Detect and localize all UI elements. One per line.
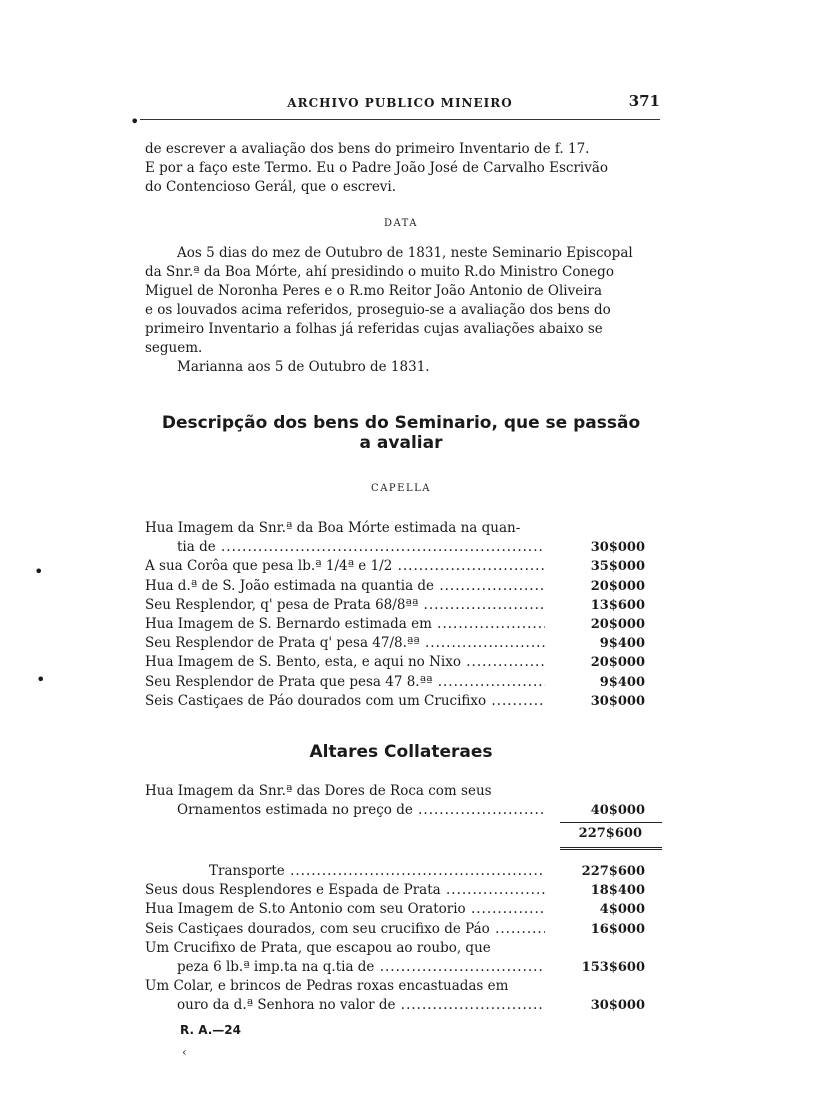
altares-item-list (145, 782, 645, 820)
page-number: 371 (628, 92, 660, 110)
item-value: 227$600 (581, 864, 645, 879)
item-description: Seu Resplendor de Prata q' pesa 47/8.ªª ..... (145, 634, 545, 653)
altares-title: Altares Collateraes (309, 742, 493, 762)
item-row (145, 577, 645, 596)
item-description: Hua Imagem de S. Bernardo estimada em ..... (145, 615, 545, 634)
intro-line: E por a faço este Termo. Eu o Padre João José de Carvalho Escrivão (145, 160, 609, 176)
item-row (145, 920, 645, 939)
section-title-line: a avaliar (359, 433, 443, 453)
intro-line: do Contencioso Gerál, que o escrevi. (145, 179, 397, 195)
item-row (145, 673, 645, 692)
item-description: Um Crucifixo de Prata, que escapou ao roubo, que (145, 939, 491, 956)
item-description: Seu Resplendor, q' pesa de Prata 68/8ªª ..... (145, 596, 545, 615)
item-description: tia de ..... (177, 538, 545, 557)
item-value: 20$000 (590, 655, 645, 671)
data-line: primeiro Inventario a folhas já referidas cujas avaliações abaixo se (145, 321, 603, 337)
item-value: 9$400 (599, 674, 645, 690)
item-value: 20$000 (590, 616, 645, 632)
item-description: Hua Imagem da Snr.ª das Dores de Roca com seus (145, 783, 492, 799)
item-description: Seis Castiçaes dourados, com seu crucifixo de Páo ..... (145, 920, 545, 939)
transport-item-list (145, 862, 645, 1016)
intro-line: de escrever a avaliação dos bens do primeiro Inventario de f. 17. (145, 141, 590, 157)
item-row (145, 977, 645, 996)
item-row (145, 519, 645, 538)
item-row (145, 615, 645, 634)
header-rule (140, 119, 660, 120)
item-row (145, 634, 645, 653)
item-value: 30$000 (590, 998, 645, 1014)
item-value: 153$600 (581, 959, 645, 975)
item-value: 4$000 (599, 902, 645, 918)
margin-dot-icon: • (36, 670, 46, 689)
item-value: 16$000 (590, 921, 645, 937)
data-line: Miguel de Noronha Peres e o R.mo Reitor João Antonio de Oliveira (145, 283, 603, 299)
item-row (145, 801, 645, 820)
data-paragraph (145, 244, 657, 377)
item-row (145, 782, 645, 801)
date-line: Marianna aos 5 de Outubro de 1831. (177, 359, 430, 375)
item-description: Hua Imagem de S.to Antonio com seu Oratorio ..... (145, 900, 545, 919)
item-row (145, 996, 645, 1015)
item-row (145, 557, 645, 576)
data-line: Aos 5 dias do mez de Outubro de 1831, neste Seminario Episcopal (177, 245, 633, 261)
section-title (145, 413, 657, 453)
item-value: 30$000 (590, 693, 645, 709)
item-row (145, 538, 645, 557)
item-value: 35$000 (590, 559, 645, 575)
section-title-line: Descripção dos bens do Seminario, que se passão (161, 413, 641, 433)
subtotal-rule (560, 822, 662, 823)
item-description: Hua d.ª de S. João estimada na quantia de ..... (145, 577, 545, 596)
data-heading: DATA (383, 218, 419, 229)
item-description: Seus dous Resplendores e Espada de Prata ..... (145, 881, 545, 900)
item-row (145, 692, 645, 711)
page-header (140, 92, 660, 112)
footer-signature: R. A.—24 (180, 1023, 241, 1037)
data-line: seguem. (145, 340, 203, 356)
item-value: 13$600 (590, 597, 645, 613)
data-line: da Snr.ª da Boa Mórte, ahí presidindo o muito R.do Ministro Conego (145, 264, 614, 280)
item-description: Ornamentos estimada no preço de ..... (177, 801, 545, 820)
item-description: A sua Corôa que pesa lb.ª 1/4ª e 1/2 ..... (145, 557, 545, 576)
data-line: e os louvados acima referidos, proseguio-se a avaliação dos bens do (145, 302, 611, 318)
item-value: 20$000 (590, 578, 645, 594)
item-row (145, 958, 645, 977)
item-value: 30$000 (590, 540, 645, 556)
margin-dot-icon: • (130, 112, 140, 131)
item-row (145, 862, 645, 881)
item-row (145, 596, 645, 615)
item-description: Seu Resplendor de Prata que pesa 47 8.ªª ..... (145, 673, 545, 692)
item-description: ouro da d.ª Senhora no valor de ..... (177, 996, 545, 1015)
running-title: ARCHIVO PUBLICO MINEIRO (287, 96, 513, 110)
subtotal-value: 227$600 (578, 826, 642, 841)
item-description: Transporte ..... (209, 862, 545, 881)
item-value: 40$000 (590, 803, 645, 819)
item-row (145, 939, 645, 958)
item-row (145, 881, 645, 900)
item-row (145, 900, 645, 919)
item-description: Um Colar, e brincos de Pedras roxas encastuadas em (145, 978, 509, 995)
subtotal-double-rule (560, 847, 662, 850)
item-value: 18$400 (590, 883, 645, 899)
item-description: Hua Imagem da Snr.ª da Boa Mórte estimada na quan- (145, 520, 521, 536)
item-row (145, 653, 645, 672)
item-value: 9$400 (599, 636, 645, 652)
item-description: Seis Castiçaes de Páo dourados com um Crucifixo ..... (145, 692, 545, 711)
footer-mark: ‹ (182, 1045, 187, 1059)
margin-dot-icon: • (34, 562, 44, 581)
item-description: peza 6 lb.ª imp.ta na q.tia de ..... (177, 958, 545, 977)
intro-paragraph (145, 140, 657, 197)
capella-item-list (145, 519, 645, 711)
capella-heading: CAPELLA (371, 483, 431, 494)
item-description: Hua Imagem de S. Bento, esta, e aqui no Nixo ..... (145, 653, 545, 672)
